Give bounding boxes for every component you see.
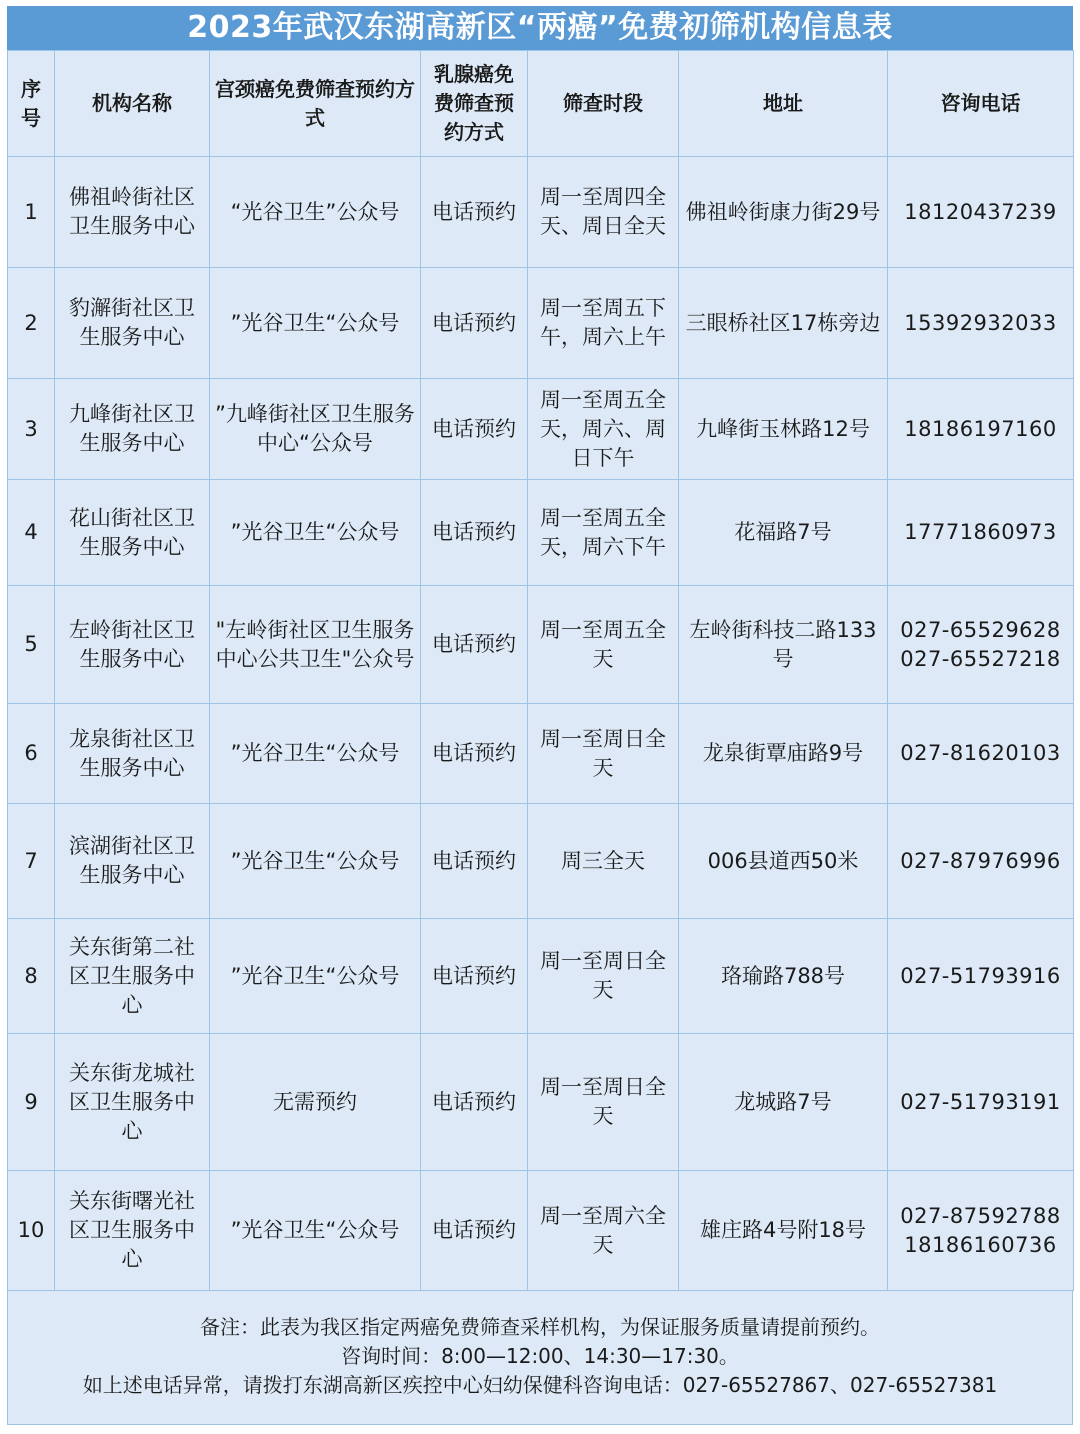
table-header-row bbox=[8, 51, 1074, 157]
table-row bbox=[8, 586, 1074, 704]
cell-cervical: ”光谷卫生“公众号 bbox=[210, 1171, 421, 1291]
cell-address: 左岭街科技二路133号 bbox=[679, 586, 888, 704]
table-row bbox=[8, 379, 1074, 480]
phone-secondary: 027-65527218 bbox=[900, 646, 1061, 671]
cell-cervical: ”光谷卫生“公众号 bbox=[210, 268, 421, 379]
cell-phone bbox=[888, 379, 1074, 480]
table-row bbox=[8, 1171, 1074, 1291]
table-row bbox=[8, 157, 1074, 268]
header-address: 地址 bbox=[679, 51, 888, 157]
phone-primary: 027-51793916 bbox=[900, 963, 1061, 988]
cell-cervical: ”光谷卫生“公众号 bbox=[210, 704, 421, 804]
footer-hours: 咨询时间：8:00—12:00、14:30—17:30。 bbox=[341, 1344, 739, 1368]
cell-cervical: ”光谷卫生“公众号 bbox=[210, 804, 421, 919]
header-time: 筛查时段 bbox=[528, 51, 679, 157]
table-row bbox=[8, 804, 1074, 919]
cell-breast: 电话预约 bbox=[421, 586, 528, 704]
cell-index: 4 bbox=[8, 480, 55, 586]
cell-time: 周一至周日全天 bbox=[528, 704, 679, 804]
table-row bbox=[8, 1034, 1074, 1171]
cell-breast: 电话预约 bbox=[421, 804, 528, 919]
phone-primary: 15392932033 bbox=[904, 310, 1057, 335]
header-index: 序号 bbox=[8, 51, 55, 157]
cell-index: 8 bbox=[8, 919, 55, 1034]
phone-primary: 027-51793191 bbox=[900, 1089, 1061, 1114]
table-row bbox=[8, 919, 1074, 1034]
cell-cervical: ”九峰街社区卫生服务中心“公众号 bbox=[210, 379, 421, 480]
info-sheet bbox=[7, 6, 1073, 1425]
cell-phone bbox=[888, 1034, 1074, 1171]
cell-cervical: ”光谷卫生“公众号 bbox=[210, 919, 421, 1034]
cell-index: 5 bbox=[8, 586, 55, 704]
cell-cervical: “光谷卫生”公众号 bbox=[210, 157, 421, 268]
phone-primary: 027-81620103 bbox=[900, 741, 1061, 765]
table-row bbox=[8, 704, 1074, 804]
cell-phone bbox=[888, 804, 1074, 919]
cell-index: 10 bbox=[8, 1171, 55, 1291]
phone-secondary: 18186160736 bbox=[904, 1232, 1057, 1257]
cell-breast: 电话预约 bbox=[421, 480, 528, 586]
cell-name: 关东街龙城社区卫生服务中心 bbox=[55, 1034, 210, 1171]
header-name: 机构名称 bbox=[55, 51, 210, 157]
cell-name: 关东街曙光社区卫生服务中心 bbox=[55, 1171, 210, 1291]
cell-phone bbox=[888, 704, 1074, 804]
cell-index: 9 bbox=[8, 1034, 55, 1171]
cell-time: 周一至周日全天 bbox=[528, 1034, 679, 1171]
cell-breast: 电话预约 bbox=[421, 1171, 528, 1291]
cell-cervical: ”光谷卫生“公众号 bbox=[210, 480, 421, 586]
cell-index: 7 bbox=[8, 804, 55, 919]
footer-hotline: 如上述电话异常，请拨打东湖高新区疾控中心妇幼保健科咨询电话：027-65527867、027-65527381 bbox=[82, 1373, 998, 1397]
cell-phone bbox=[888, 268, 1074, 379]
cell-time: 周一至周五全天，周六下午 bbox=[528, 480, 679, 586]
cell-time: 周一至周四全天、周日全天 bbox=[528, 157, 679, 268]
cell-address: 珞瑜路788号 bbox=[679, 919, 888, 1034]
cell-name: 左岭街社区卫生服务中心 bbox=[55, 586, 210, 704]
cell-breast: 电话预约 bbox=[421, 919, 528, 1034]
cell-address: 九峰街玉林路12号 bbox=[679, 379, 888, 480]
footer-notes bbox=[7, 1291, 1073, 1425]
phone-primary: 027-65529628 bbox=[900, 617, 1061, 642]
cell-cervical: "左岭街社区卫生服务中心公共卫生"公众号 bbox=[210, 586, 421, 704]
cell-phone bbox=[888, 586, 1074, 704]
cell-name: 豹澥街社区卫生服务中心 bbox=[55, 268, 210, 379]
phone-primary: 17771860973 bbox=[904, 520, 1057, 544]
header-cervical: 宫颈癌免费筛查预约方式 bbox=[210, 51, 421, 157]
cell-phone bbox=[888, 157, 1074, 268]
phone-primary: 18120437239 bbox=[904, 199, 1057, 224]
cell-time: 周一至周六全天 bbox=[528, 1171, 679, 1291]
header-breast: 乳腺癌免费筛查预约方式 bbox=[421, 51, 528, 157]
cell-name: 佛祖岭街社区卫生服务中心 bbox=[55, 157, 210, 268]
page-title: 2023年武汉东湖高新区“两癌”免费初筛机构信息表 bbox=[7, 6, 1073, 50]
cell-breast: 电话预约 bbox=[421, 268, 528, 379]
cell-cervical: 无需预约 bbox=[210, 1034, 421, 1171]
cell-time: 周一至周五全天，周六、周日下午 bbox=[528, 379, 679, 480]
cell-index: 6 bbox=[8, 704, 55, 804]
cell-name: 花山街社区卫生服务中心 bbox=[55, 480, 210, 586]
cell-address: 花福路7号 bbox=[679, 480, 888, 586]
phone-primary: 18186197160 bbox=[904, 416, 1057, 441]
table-row bbox=[8, 268, 1074, 379]
cell-name: 关东街第二社区卫生服务中心 bbox=[55, 919, 210, 1034]
phone-primary: 027-87592788 bbox=[900, 1203, 1061, 1228]
cell-address: 三眼桥社区17栋旁边 bbox=[679, 268, 888, 379]
cell-breast: 电话预约 bbox=[421, 157, 528, 268]
cell-phone bbox=[888, 480, 1074, 586]
cell-index: 1 bbox=[8, 157, 55, 268]
cell-name: 龙泉街社区卫生服务中心 bbox=[55, 704, 210, 804]
table-row bbox=[8, 480, 1074, 586]
cell-name: 滨湖街社区卫生服务中心 bbox=[55, 804, 210, 919]
institution-table bbox=[7, 50, 1074, 1291]
cell-phone bbox=[888, 1171, 1074, 1291]
cell-time: 周一至周五下午，周六上午 bbox=[528, 268, 679, 379]
cell-index: 3 bbox=[8, 379, 55, 480]
header-phone: 咨询电话 bbox=[888, 51, 1074, 157]
phone-primary: 027-87976996 bbox=[900, 848, 1061, 873]
cell-address: 006县道西50米 bbox=[679, 804, 888, 919]
cell-time: 周一至周日全天 bbox=[528, 919, 679, 1034]
cell-name: 九峰街社区卫生服务中心 bbox=[55, 379, 210, 480]
cell-phone bbox=[888, 919, 1074, 1034]
cell-breast: 电话预约 bbox=[421, 379, 528, 480]
cell-address: 龙泉街覃庙路9号 bbox=[679, 704, 888, 804]
cell-breast: 电话预约 bbox=[421, 1034, 528, 1171]
cell-index: 2 bbox=[8, 268, 55, 379]
cell-address: 佛祖岭街康力街29号 bbox=[679, 157, 888, 268]
cell-address: 龙城路7号 bbox=[679, 1034, 888, 1171]
footer-note: 备注：此表为我区指定两癌免费筛查采样机构，为保证服务质量请提前预约。 bbox=[200, 1315, 880, 1339]
cell-address: 雄庄路4号附18号 bbox=[679, 1171, 888, 1291]
cell-time: 周三全天 bbox=[528, 804, 679, 919]
cell-time: 周一至周五全天 bbox=[528, 586, 679, 704]
cell-breast: 电话预约 bbox=[421, 704, 528, 804]
